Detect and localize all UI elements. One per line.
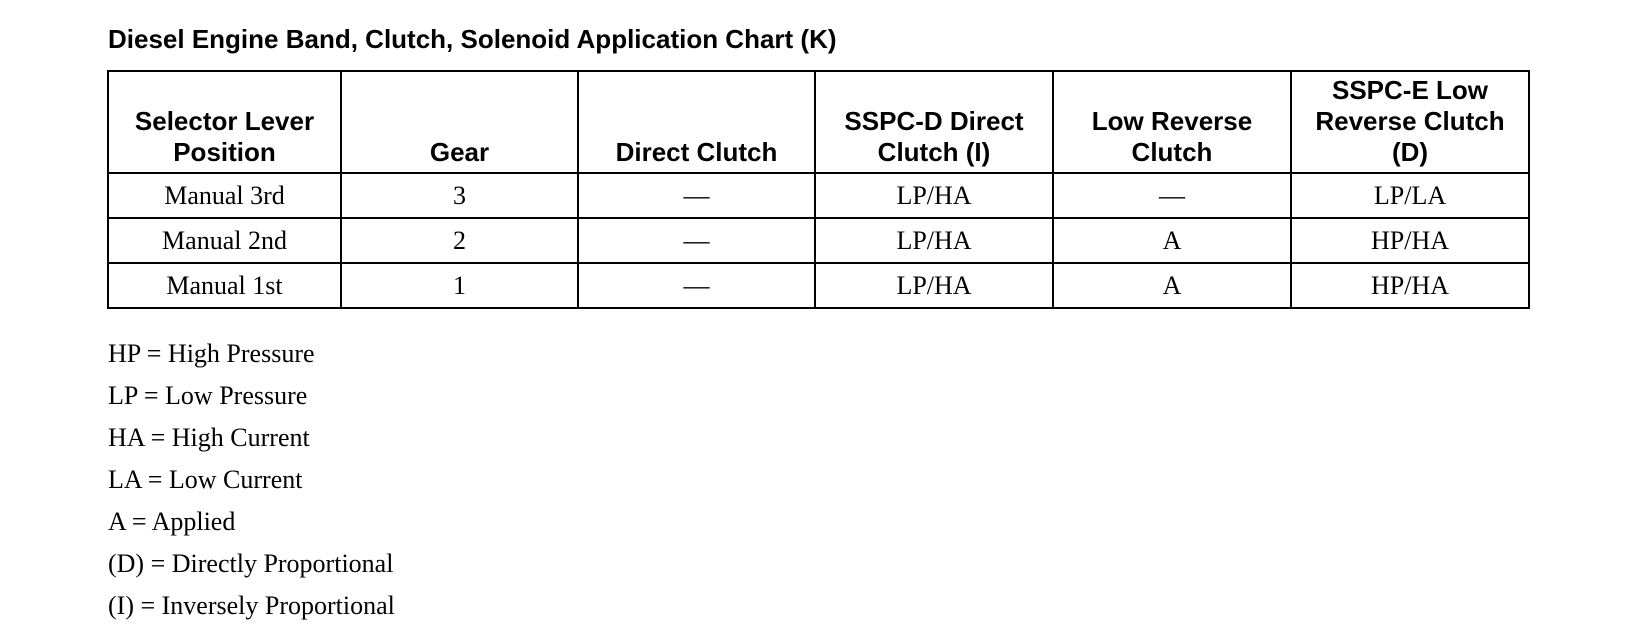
cell-direct-clutch: — (578, 263, 815, 308)
cell-low-reverse-clutch: A (1053, 218, 1291, 263)
cell-gear: 2 (341, 218, 578, 263)
cell-selector-position: Manual 3rd (108, 173, 341, 218)
legend-item: (I) = Inversely Proportional (108, 591, 395, 620)
cell-selector-position: Manual 1st (108, 263, 341, 308)
header-sspc-e-low-reverse-clutch: SSPC-E Low Reverse Clutch (D) (1291, 71, 1529, 173)
legend-item: (D) = Directly Proportional (108, 549, 394, 578)
legend-item: LA = Low Current (108, 465, 303, 494)
legend-item: A = Applied (108, 507, 236, 536)
cell-sspc-e: HP/HA (1291, 263, 1529, 308)
cell-sspc-d: LP/HA (815, 173, 1053, 218)
cell-low-reverse-clutch: A (1053, 263, 1291, 308)
application-chart-table (107, 70, 1530, 309)
cell-sspc-d: LP/HA (815, 263, 1053, 308)
header-low-reverse-clutch: Low Reverse Clutch (1053, 71, 1291, 173)
table-header-row (108, 71, 1529, 173)
cell-sspc-e: HP/HA (1291, 218, 1529, 263)
abbreviation-legend (108, 333, 395, 627)
cell-low-reverse-clutch: — (1053, 173, 1291, 218)
chart-title: Diesel Engine Band, Clutch, Solenoid Application Chart (K) (108, 24, 837, 54)
header-sspc-d-direct-clutch: SSPC-D Direct Clutch (I) (815, 71, 1053, 173)
legend-item: HP = High Pressure (108, 339, 315, 368)
cell-direct-clutch: — (578, 218, 815, 263)
cell-selector-position: Manual 2nd (108, 218, 341, 263)
table-row (108, 218, 1529, 263)
cell-sspc-e: LP/LA (1291, 173, 1529, 218)
header-gear: Gear (341, 71, 578, 173)
header-selector-lever-position: Selector Lever Position (108, 71, 341, 173)
cell-gear: 1 (341, 263, 578, 308)
cell-gear: 3 (341, 173, 578, 218)
header-direct-clutch: Direct Clutch (578, 71, 815, 173)
legend-item: HA = High Current (108, 423, 310, 452)
legend-item: LP = Low Pressure (108, 381, 308, 410)
cell-sspc-d: LP/HA (815, 218, 1053, 263)
cell-direct-clutch: — (578, 173, 815, 218)
table-row (108, 173, 1529, 218)
table-row (108, 263, 1529, 308)
